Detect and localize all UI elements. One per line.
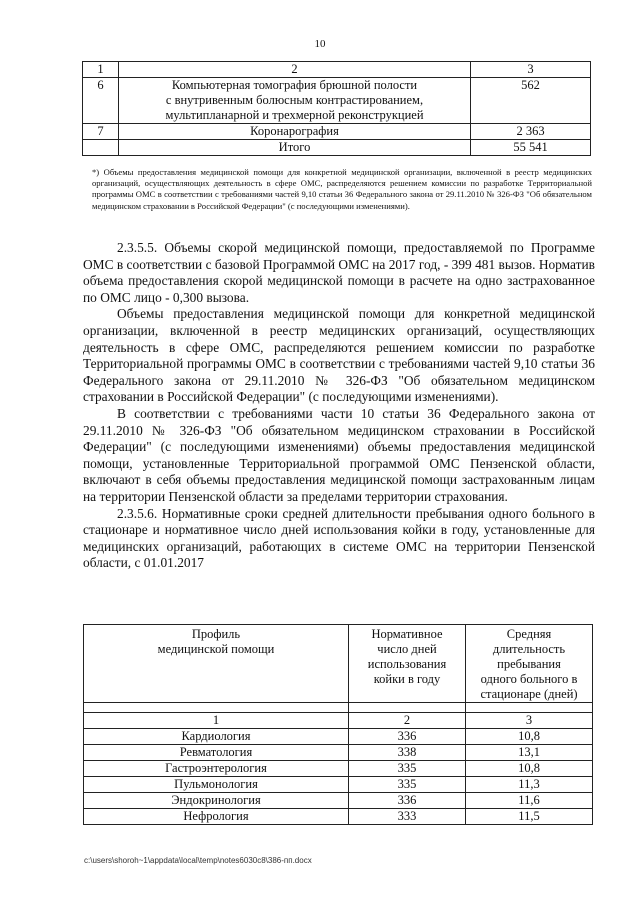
spacer-cell [84, 703, 349, 713]
header-days [349, 625, 466, 703]
row-name: Коронарография [119, 124, 471, 140]
header-cell: 3 [471, 62, 591, 78]
file-path: c:\users\shoroh~1\appdata\local\temp\notes6030c8\386-пп.docx [84, 856, 312, 865]
row-name [119, 78, 471, 124]
spacer-cell [466, 703, 593, 713]
table-header-row [84, 625, 593, 703]
row-number [83, 140, 119, 156]
days-cell: 336 [349, 793, 466, 809]
header-line: Нормативное [371, 627, 443, 641]
table-row [84, 793, 593, 809]
header-profile [84, 625, 349, 703]
header-line: медицинской помощи [157, 642, 275, 656]
paragraph: 2.3.5.5. Объемы скорой медицинской помощи, предоставляемой по Программе ОМС в соответствии с базовой Программой ОМС на 2017 год, - 399 481 вызов. Норматив объема предоставления скорой медицинской помощи в расчете на одно застрахованное по ОМС лицо - 0,300 вызова. [83, 240, 595, 305]
header-line: койки в году [373, 672, 441, 686]
column-number: 3 [466, 713, 593, 729]
profile-cell: Нефрология [84, 809, 349, 825]
row-value: 562 [471, 78, 591, 124]
row-number: 7 [83, 124, 119, 140]
profile-cell: Гастроэнтерология [84, 761, 349, 777]
header-line: Профиль [191, 627, 241, 641]
header-line: Средняя [506, 627, 552, 641]
header-cell: 2 [119, 62, 471, 78]
table-row [84, 761, 593, 777]
paragraph: 2.3.5.6. Нормативные сроки средней длительности пребывания одного больного в стационаре и нормативное число дней использования койки в году, установленные для медицинских организаций, работающих в системе ОМС на территории Пензенской области, с 01.01.2017 [83, 505, 595, 571]
profile-cell: Эндокринология [84, 793, 349, 809]
header-line: одного больного в [480, 672, 578, 686]
days-cell: 336 [349, 729, 466, 745]
avg-cell: 11,5 [466, 809, 593, 825]
row-value: 2 363 [471, 124, 591, 140]
header-line: число дней [377, 642, 437, 656]
avg-cell: 11,3 [466, 777, 593, 793]
days-cell: 338 [349, 745, 466, 761]
diagnostics-table [82, 61, 591, 156]
column-number: 1 [84, 713, 349, 729]
spacer-row [84, 703, 593, 713]
avg-cell: 10,8 [466, 729, 593, 745]
header-line: пребывания [497, 657, 561, 671]
paragraph: Объемы предоставления медицинской помощи для конкретной медицинской организации, включенной в реестр медицинских организаций, осуществляющих деятельность в сфере ОМС, распределяются решением комиссии по разработке Территориальной программы ОМС в соответствии с требованиями частей 9,10 статьи 36 Федерального закона от 29.11.2010 № 326-ФЗ "Об обязательном медицинском страховании в Российской Федерации" (с последующими изменениями). [83, 306, 595, 405]
header-avg [466, 625, 593, 703]
column-number-row [84, 713, 593, 729]
avg-cell: 10,8 [466, 761, 593, 777]
header-line: длительность [492, 642, 566, 656]
row-number: 6 [83, 78, 119, 124]
profile-cell: Ревматология [84, 745, 349, 761]
table-row [83, 78, 591, 124]
hospital-stay-table [83, 624, 593, 825]
total-row [83, 140, 591, 156]
table-row [84, 729, 593, 745]
row-name-line: мультипланарной и трехмерной реконструкцией [165, 108, 424, 122]
footnote: *) Объемы предоставления медицинской помощи для конкретной медицинской организации, включенной в реестр медицинских организаций, осуществляющих деятельность в сфере ОМС, распределяются решением комиссии по разработке Территориальной программы ОМС в соответствии с требованиями частей 9,10 статьи 36 Федерального закона от 29.11.2010 № 326-ФЗ "Об обязательном медицинском страховании в Российской Федерации" (с последующими изменениями). [92, 167, 592, 211]
avg-cell: 13,1 [466, 745, 593, 761]
header-cell: 1 [83, 62, 119, 78]
days-cell: 333 [349, 809, 466, 825]
row-value: 55 541 [471, 140, 591, 156]
column-number: 2 [349, 713, 466, 729]
table-row [84, 809, 593, 825]
profile-cell: Кардиология [84, 729, 349, 745]
spacer-cell [349, 703, 466, 713]
days-cell: 335 [349, 761, 466, 777]
row-name: Итого [119, 140, 471, 156]
header-line: стационаре (дней) [480, 687, 578, 701]
profile-cell: Пульмонология [84, 777, 349, 793]
days-cell: 335 [349, 777, 466, 793]
row-name-line: с внутривенным болюсным контрастированием, [165, 93, 424, 107]
page-number: 10 [314, 38, 326, 50]
body-text [83, 240, 595, 572]
paragraph: В соответствии с требованиями части 10 статьи 36 Федерального закона от 29.11.2010 № 326-ФЗ "Об обязательном медицинском страховании в Российской Федерации" (с последующими изменениями) объемы предоставления медицинской помощи, установленные Территориальной программой ОМС Пензенской области, включают в себя объемы предоставления медицинской помощи застрахованным лицам на территории Пензенской области за пределами территории страхования. [83, 405, 595, 504]
header-line: использования [367, 657, 447, 671]
avg-cell: 11,6 [466, 793, 593, 809]
table-header-row [83, 62, 591, 78]
table-row [84, 777, 593, 793]
table-row [84, 745, 593, 761]
row-name-line: Компьютерная томография брюшной полости [171, 78, 418, 92]
table-row [83, 124, 591, 140]
